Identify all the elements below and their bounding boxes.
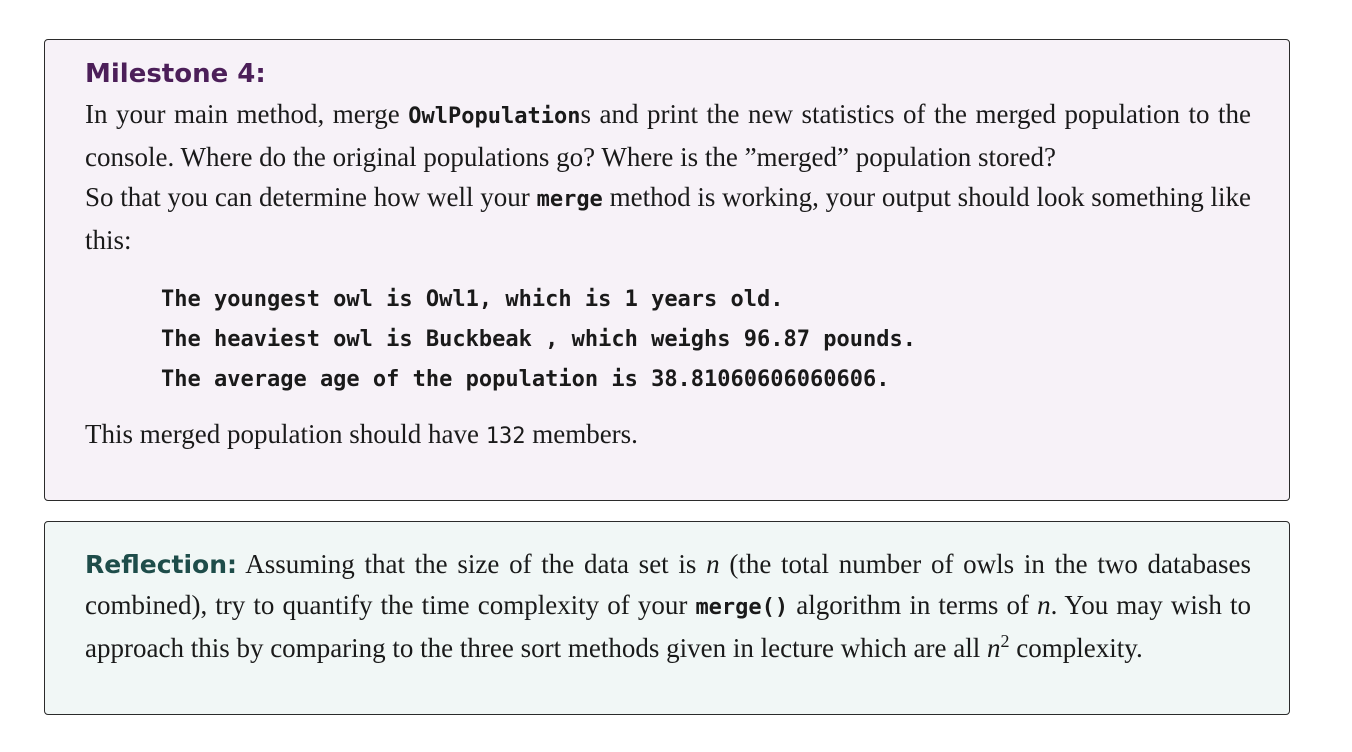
text: method is working, your output should look something like this: — [85, 182, 1251, 255]
reflection-paragraph — [85, 544, 1251, 668]
text: In your main method, merge — [85, 99, 409, 129]
code-merge-call: merge() — [695, 595, 789, 620]
output-line-2: The heaviest owl is Buckbeak , which weighs 96.87 pounds. — [161, 327, 916, 352]
text: So that you can determine how well your — [85, 182, 537, 212]
math-n: n — [1037, 590, 1051, 620]
milestone-paragraph-2 — [85, 177, 1251, 260]
milestone-paragraph-3 — [85, 414, 1251, 457]
text: s and print the new statistics of the merged population to the console. Where do the original populations go? Where is the ”merged” population stored? — [85, 99, 1251, 172]
exponent: 2 — [1000, 631, 1010, 651]
text: This merged population should have — [85, 419, 486, 449]
output-line-1: The youngest owl is Owl1, which is 1 years old. — [161, 287, 784, 312]
sample-output — [161, 280, 1251, 400]
member-count: 132 — [485, 424, 526, 449]
code-owlpopulation: OwlPopulation — [408, 104, 581, 129]
text: Assuming that the size of the data set is — [237, 549, 707, 579]
text: . You may wish to approach this by comparing to the three sort methods given in lecture which are all — [85, 590, 1251, 663]
text: (the total number of owls in the two databases combined), try to quantify the time complexity of your — [85, 549, 1251, 620]
code-merge: merge — [536, 187, 603, 212]
milestone-heading: Milestone 4: — [85, 59, 266, 89]
reflection-box — [44, 521, 1290, 715]
reflection-heading: Reflection: — [85, 550, 238, 579]
milestone-box — [44, 39, 1290, 501]
text: algorithm in terms of — [788, 590, 1038, 620]
text: members. — [525, 419, 638, 449]
milestone-paragraph-1 — [85, 94, 1251, 177]
text: complexity. — [1009, 633, 1143, 663]
math-n: n — [986, 633, 1001, 663]
math-n: n — [706, 549, 720, 579]
output-line-3: The average age of the population is 38.81060606060606. — [161, 367, 890, 392]
